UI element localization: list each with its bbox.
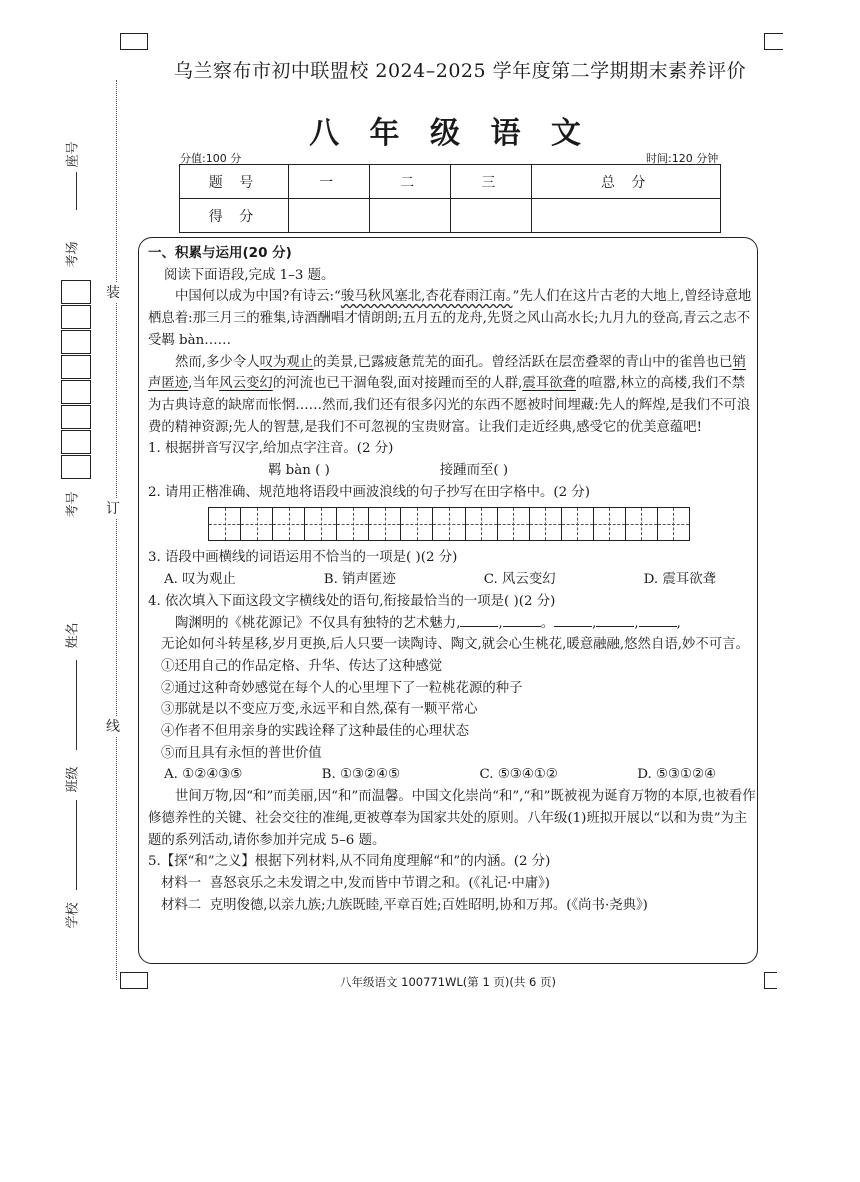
question-2: 2. 请用正楷准确、规范地将语段中画波浪线的句子抄写在田字格中。(2 分) — [148, 484, 590, 500]
passage-paragraph-1 — [148, 286, 756, 351]
grid-cell[interactable] — [369, 508, 401, 540]
exam-no-box[interactable] — [61, 380, 91, 404]
statement-item: ①还用自己的作品定格、升华、传达了这种感觉 — [161, 658, 443, 674]
statement-item: ⑤而且具有永恒的普世价值 — [161, 745, 322, 761]
passage-paragraph-2 — [148, 352, 756, 439]
underlined-word: 叹为观止 — [259, 354, 314, 370]
grid-cell[interactable] — [530, 508, 562, 540]
exam-room-label: 考场 — [65, 241, 81, 268]
option-b[interactable]: B. 销声匿迹 — [323, 572, 396, 588]
option-a[interactable]: A. ①②④③⑤ — [164, 767, 243, 783]
tianzige-grid[interactable] — [208, 507, 690, 541]
material-label: 材料二 — [161, 897, 202, 913]
question-4-passage-cont: 无论如何斗转星移,岁月更换,后人只要一读陶诗、陶文,就会心生桃花,暖意融融,悠然自语,妙不可言。 — [161, 637, 749, 653]
table-cell: 总 分 — [532, 165, 721, 199]
exam-no-box[interactable] — [61, 430, 91, 454]
score-total: 分值:100 分 — [180, 152, 242, 165]
name-field[interactable] — [76, 660, 78, 750]
grid-cell[interactable] — [337, 508, 369, 540]
underlined-word: 销声匿迹 — [148, 354, 746, 392]
grid-cell[interactable] — [209, 508, 241, 540]
name-label: 姓名 — [65, 622, 81, 649]
exam-no-box[interactable] — [61, 455, 91, 479]
fill-blank[interactable] — [639, 614, 677, 627]
question-5: 5.【探“和”之义】根据下列材料,从不同角度理解“和”的内涵。(2 分) — [148, 854, 551, 870]
text-span: 陶渊明的《桃花源记》不仅具有独特的艺术魅力, — [175, 615, 461, 631]
grid-cell[interactable] — [401, 508, 433, 540]
text-span: 中国何以成为中国?有诗云:“ — [175, 289, 341, 305]
binding-line — [116, 80, 117, 980]
grid-cell[interactable] — [241, 508, 273, 540]
corner-mark-top-left — [120, 33, 148, 50]
grid-cell[interactable] — [626, 508, 658, 540]
binding-char-xian: 线 — [106, 716, 120, 736]
underlined-word: 风云变幻 — [219, 376, 273, 392]
exam-no-box[interactable] — [61, 355, 91, 379]
score-input-2[interactable] — [370, 199, 451, 233]
grid-cell[interactable] — [658, 508, 689, 540]
page-footer: 八年级语文 100771WL(第 1 页)(共 6 页) — [339, 975, 557, 989]
text-span: 的喧嚣,林立的高楼,我们不禁为古典诗意的缺席而怅惘……然而,我们还有很多闪光的东西不愿被时间埋藏:先人的辉煌,是我们不可浪费的精神资源;先人的智慧,是我们不可忽视的宝贵财富。让我们走近经典,感受它的优美意蕴吧! — [148, 376, 751, 435]
grid-cell[interactable] — [466, 508, 498, 540]
exam-title: 乌兰察布市初中联盟校 2024–2025 学年度第二学期期末素养评价 — [173, 60, 747, 82]
option-c[interactable]: C. ⑤③④①② — [479, 767, 558, 783]
grid-cell[interactable] — [594, 508, 626, 540]
option-d[interactable]: D. 震耳欲聋 — [643, 572, 716, 588]
score-table-header-row — [180, 165, 721, 199]
material-2 — [148, 895, 756, 917]
question-4-passage: 陶渊明的《桃花源记》不仅具有独特的艺术魅力, , 。 , , , — [175, 615, 681, 631]
text-span: 然而,多少令人 — [175, 354, 260, 370]
binding-char-ding: 订 — [106, 498, 120, 518]
question-1-blanks — [148, 460, 756, 482]
question-3-options — [148, 569, 756, 591]
fill-blank[interactable] — [503, 614, 541, 627]
table-cell: 三 — [451, 165, 532, 199]
score-table-score-row — [180, 199, 721, 233]
score-table — [179, 164, 721, 233]
material-text: 克明俊德,以亲九族;九族既睦,平章百姓;百姓昭明,协和万邦。(《尚书·尧典》) — [209, 897, 648, 913]
option-a[interactable]: A. 叹为观止 — [164, 572, 236, 588]
grid-cell[interactable] — [305, 508, 337, 540]
text-span: 的河流也已干涸龟裂,面对接踵而至的人群, — [272, 376, 523, 392]
table-cell: 题 号 — [180, 165, 289, 199]
option-b[interactable]: B. ①③②④⑤ — [321, 767, 401, 783]
material-label: 材料一 — [161, 875, 202, 891]
fill-blank[interactable] — [460, 614, 498, 627]
activity-intro: 世间万物,因“和”而美丽,因“和”而温馨。中国文化崇尚“和”,“和”既被视为诞育万物的本原,也被看作修德养性的关键、社会交往的准绳,更被尊奉为国家共处的原则。八年级(1)班拟开展以“以和为贵”为主题的系列活动,请你参加并完成 5–6 题。 — [148, 789, 756, 848]
corner-mark-top-right — [764, 33, 783, 50]
text-span: 的美景,已露疲惫荒芜的面孔。曾经活跃在层峦叠翠的青山中的雀兽也已 — [313, 354, 733, 370]
table-cell: 二 — [370, 165, 451, 199]
option-c[interactable]: C. 风云变幻 — [483, 572, 556, 588]
grid-cell[interactable] — [562, 508, 594, 540]
question-3: 3. 语段中画横线的词语运用不恰当的一项是( )(2 分) — [148, 550, 458, 566]
statement-item: ③那就是以不变应万变,永远平和自然,葆有一颗平常心 — [161, 702, 478, 718]
wavy-sentence: 骏马秋风塞北,杏花春雨江南。 — [340, 289, 513, 305]
exam-no-box[interactable] — [61, 280, 91, 304]
grid-cell[interactable] — [273, 508, 305, 540]
option-d[interactable]: D. ⑤③①②④ — [637, 767, 716, 783]
class-label: 班级 — [65, 766, 81, 793]
fill-blank[interactable] — [596, 614, 634, 627]
text-span: ,当年 — [188, 376, 220, 392]
answer-blank[interactable]: 羁 bàn ( ) — [268, 463, 330, 479]
question-content — [148, 243, 756, 916]
exam-no-label: 考号 — [65, 491, 81, 518]
school-label: 学校 — [65, 902, 81, 929]
question-4: 4. 依次填入下面这段文字横线处的语句,衔接最恰当的一项是( )(2 分) — [148, 593, 556, 609]
class-field[interactable] — [76, 800, 78, 890]
exam-no-box[interactable] — [61, 330, 91, 354]
exam-no-box[interactable] — [61, 305, 91, 329]
exam-no-box[interactable] — [61, 405, 91, 429]
underlined-word: 震耳欲聋 — [522, 376, 576, 392]
question-4-options — [148, 764, 756, 786]
statement-item: ②通过这种奇妙感觉在每个人的心里埋下了一粒桃花源的种子 — [161, 680, 523, 696]
material-1 — [148, 873, 756, 895]
statement-item: ④作者不但用亲身的实践诠释了这种最佳的心理状态 — [161, 724, 469, 740]
grid-cell[interactable] — [433, 508, 465, 540]
fill-blank[interactable] — [554, 614, 592, 627]
table-cell: 得 分 — [180, 199, 289, 233]
text-span: ”先人们在这片古老的大地上,曾经诗意地栖息着:那三月三的雅集,诗酒酬唱才情朗朗;五月五的龙舟,先贤之风山高水长;九月九的登高,青云之志不受羁 bàn…… — [148, 289, 752, 348]
subject-title: 八 年 级 语 文 — [309, 116, 591, 151]
material-text: 喜怒哀乐之未发谓之中,发而皆中节谓之和。(《礼记·中庸》) — [209, 875, 551, 891]
seat-field[interactable] — [76, 172, 78, 210]
score-input-1[interactable] — [289, 199, 370, 233]
exam-time: 时间:120 分钟 — [646, 152, 719, 165]
reading-intro: 阅读下面语段,完成 1–3 题。 — [164, 267, 335, 283]
binding-char-zhuang: 装 — [106, 282, 120, 302]
section-heading: 一、积累与运用(20 分) — [148, 245, 292, 261]
score-input-3[interactable] — [451, 199, 532, 233]
answer-blank[interactable]: 接踵而至( ) — [439, 463, 509, 479]
grid-cell[interactable] — [498, 508, 530, 540]
table-cell: 一 — [289, 165, 370, 199]
score-input-total[interactable] — [532, 199, 721, 233]
seat-label: 座号 — [65, 141, 81, 168]
question-1: 1. 根据拼音写汉字,给加点字注音。(2 分) — [148, 441, 394, 457]
